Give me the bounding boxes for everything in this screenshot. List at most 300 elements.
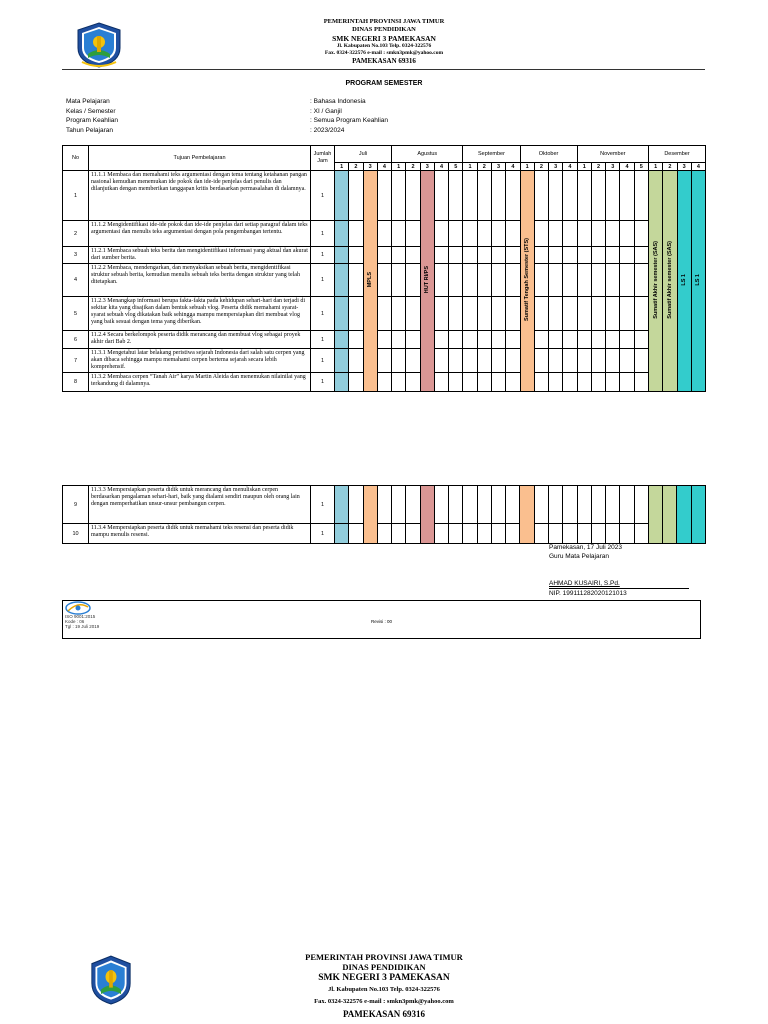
week-number: 1 [335,163,349,171]
week-cell [449,171,463,221]
row-tujuan-pembelajaran: 11.2.1 Membaca sebuah teks berita dan mengidentifikasi informasi yang aktual dan akurat dari sumber berita. [89,247,311,264]
week-cell [349,486,363,524]
week-cell [577,524,591,544]
week-cell [606,264,620,297]
info-labels [66,97,118,135]
week-cell [577,373,591,392]
week-cell [477,373,491,392]
week-cell [506,349,520,373]
week-cell [506,297,520,331]
table-row [63,524,706,544]
week-cell [606,331,620,349]
week-cell [591,247,605,264]
week-cell [463,171,477,221]
table-row [63,171,706,221]
info-label: Mata Pelajaran [66,98,110,105]
week-cell [349,373,363,392]
week-cell [506,331,520,349]
week-cell [506,524,520,544]
week-cell [534,247,548,264]
week-cell [335,247,349,264]
week-cell [406,331,420,349]
event-label-ls2: LS 1 [695,274,702,286]
signature-name: AHMAD KUSAIRI, S.Pd. [549,579,689,589]
row-jumlah-jam: 1 [311,331,335,349]
week-cell [463,297,477,331]
week-cell [463,331,477,349]
month-header: Oktober [520,146,577,163]
event-label-sas2: Sumatif Akhir semester (SAS) [666,241,673,319]
week-cell [691,486,705,544]
week-cell [377,349,391,373]
week-cell [377,247,391,264]
week-cell [335,264,349,297]
week-cell [620,221,634,247]
week-cell [549,349,563,373]
week-cell [563,373,577,392]
week-cell [335,486,349,524]
row-jumlah-jam: 1 [311,486,335,524]
week-cell [449,247,463,264]
week-cell [449,331,463,349]
week-cell [434,247,448,264]
week-cell [491,486,505,524]
row-tujuan-pembelajaran: 11.3.2 Membaca cerpen “Tanah Air” karya Martin Aleida dan menemukan nilainilai yang terkandung di dalamnya. [89,373,311,392]
row-jumlah-jam: 1 [311,171,335,221]
week-cell [392,349,406,373]
week-cell [634,331,648,349]
doc-title: PROGRAM SEMESTER [345,80,423,87]
month-header: September [463,146,520,163]
table-row [63,221,706,247]
week-cell [406,373,420,392]
week-cell [634,297,648,331]
week-cell [534,486,548,524]
week-cell [563,349,577,373]
week-cell [634,221,648,247]
week-cell [634,264,648,297]
signature-block [549,543,689,598]
week-number: 1 [520,163,534,171]
week-number: 3 [491,163,505,171]
table-row [63,331,706,349]
week-cell [606,373,620,392]
week-cell [534,349,548,373]
week-cell [449,297,463,331]
week-cell [392,247,406,264]
week-cell [620,297,634,331]
week-cell [620,331,634,349]
row-no: 5 [63,297,89,331]
week-cell [477,221,491,247]
week-cell [335,221,349,247]
program-semester-table [62,145,706,392]
week-cell [335,171,349,221]
week-cell [634,486,648,524]
signature-nip: NIP. 199111282020121013 [549,590,627,597]
week-cell [406,264,420,297]
info-label: Program Keahlian [66,117,119,124]
week-cell [434,524,448,544]
month-header: November [577,146,648,163]
week-number: 1 [463,163,477,171]
week-cell [349,524,363,544]
week-cell [506,264,520,297]
week-cell [549,221,563,247]
info-label: Kelas / Semester [66,107,116,115]
footer-header-line-1: PEMERINTAH PROVINSI JAWA TIMUR [305,952,463,962]
week-cell [491,524,505,544]
week-cell [463,349,477,373]
week-number: 1 [577,163,591,171]
week-cell [563,247,577,264]
week-cell [406,297,420,331]
week-cell [606,349,620,373]
table-row [63,264,706,297]
week-cell [534,264,548,297]
week-cell [377,373,391,392]
week-cell [406,349,420,373]
week-cell [549,331,563,349]
header-line-5: Fax. 0324-322576 e-mail : smkn3pmk@yahoo.com [324,50,444,56]
week-number: 2 [406,163,420,171]
week-cell [563,264,577,297]
iso-label: ISO 9001:2015 [65,614,96,619]
row-tujuan-pembelajaran: 11.1.1 Membaca dan memahami teks argumentasi dengan tema tentang ketahanan pangan nasional kemudian menemukan ide pokok dan ide-ide penjelas dari penulis dan dilanjutkan dengan memberikan tanggapan kritis berdasarkan permasalahan di dalamnya. [89,171,311,221]
week-cell [377,524,391,544]
week-cell [648,486,662,544]
info-value: : 2023/2024 [310,126,345,134]
week-cell [477,247,491,264]
week-cell [406,247,420,264]
week-cell [434,486,448,524]
week-cell [548,486,562,524]
row-jumlah-jam: 1 [311,349,335,373]
row-no: 10 [63,524,89,544]
info-values [310,97,388,135]
week-cell [420,171,434,392]
row-no: 9 [63,486,89,524]
week-cell [463,264,477,297]
revisi-label: Revisi : 00 [371,619,393,624]
footer-header-line-2: DINAS PENDIDIKAN [342,962,426,972]
week-cell [335,349,349,373]
week-cell [477,297,491,331]
row-tujuan-pembelajaran: 11.2.2 Membaca, mendengarkan, dan menyaksikan sebuah berita, mengidentifikasi struktur sebuah berita, kemudian menulis sebuah teks berita dengan struktur yang telah ditetapkan. [89,264,311,297]
week-cell [534,373,548,392]
week-number: 2 [349,163,363,171]
week-cell [634,524,648,544]
week-cell [449,264,463,297]
week-cell [606,486,620,524]
week-number: 3 [420,163,434,171]
tgl-value: : 19 Juli 2019 [72,624,100,629]
week-cell [477,264,491,297]
week-cell [377,264,391,297]
week-cell [406,221,420,247]
week-cell [392,264,406,297]
week-cell [549,297,563,331]
week-cell [463,221,477,247]
week-cell [606,524,620,544]
week-cell [335,524,349,544]
week-cell [691,171,705,392]
table-row [63,486,706,524]
week-cell [620,524,634,544]
week-cell [506,247,520,264]
week-cell [477,486,491,524]
week-cell [392,486,406,524]
week-number: 4 [563,163,577,171]
week-cell [591,221,605,247]
week-cell [634,373,648,392]
week-cell [606,171,620,221]
week-cell [606,221,620,247]
week-cell [549,373,563,392]
week-cell [506,221,520,247]
week-cell [463,247,477,264]
event-label-sts: Sumatif Tengah Semester (STS) [524,238,531,322]
month-header: Agustus [392,146,463,163]
col-jj-header: Jumlah Jam [311,146,335,171]
week-cell [620,264,634,297]
week-number: 5 [449,163,463,171]
week-cell [563,171,577,221]
week-number: 2 [477,163,491,171]
week-cell [363,486,377,544]
table-row [63,247,706,264]
week-cell [449,486,463,524]
week-cell [577,171,591,221]
week-cell [392,373,406,392]
week-cell [463,373,477,392]
week-cell [477,349,491,373]
week-cell [434,171,448,221]
week-cell [491,264,505,297]
week-cell [534,221,548,247]
week-cell [392,171,406,221]
header-line-6: PAMEKASAN 69316 [352,57,416,65]
week-cell [563,524,577,544]
week-cell [591,349,605,373]
week-cell [577,486,591,524]
week-number: 4 [691,163,705,171]
week-cell [477,171,491,221]
signature-place-date: Pamekasan, 17 Juli 2023 [549,544,622,551]
footer-header-line-6: PAMEKASAN 69316 [342,1009,426,1019]
table-row [63,373,706,392]
week-cell [591,373,605,392]
table-row [63,349,706,373]
footer-header-line-5: Fax. 0324-322576 e-mail : smkn3pmk@yahoo.com [314,998,454,1005]
info-label: Tahun Pelajaran [66,126,113,134]
header-line-4: Jl. Kabupaten No.103 Telp. 0324-322576 [336,43,432,49]
week-cell [449,373,463,392]
row-no: 3 [63,247,89,264]
week-cell [677,171,691,392]
week-cell [563,331,577,349]
row-jumlah-jam: 1 [311,264,335,297]
month-header: Desember [648,146,705,163]
week-cell [392,331,406,349]
week-number: 5 [634,163,648,171]
week-cell [620,486,634,524]
tgl-label: Tgl [65,624,72,629]
row-jumlah-jam: 1 [311,373,335,392]
row-tujuan-pembelajaran: 11.1.2 Mengidentifikasi ide-ide pokok dan ide-ide penjelas dari setiap paragraf dalam teks argumentasi dan menulis teks argumentasi dengan pola pengembangan tertentu. [89,221,311,247]
week-cell [520,486,534,544]
week-cell [591,264,605,297]
week-cell [434,264,448,297]
week-cell [591,331,605,349]
week-cell [477,331,491,349]
week-cell [534,331,548,349]
week-cell [534,297,548,331]
info-value: : XI / Ganjil [310,107,342,115]
week-cell [349,331,363,349]
week-number: 2 [591,163,605,171]
week-cell [620,373,634,392]
week-cell [449,221,463,247]
header-line-2: DINAS PENDIDIKAN [352,26,416,33]
week-cell [591,297,605,331]
row-tujuan-pembelajaran: 11.3.3 Mempersiapkan peserta didik untuk merancang dan menuliskan cerpen berdasarkan pengalaman sehari-hari, baik yang dialami sendiri maupun oleh orang lain dengan memperhatikan unsur-unsur pembangun cerpen. [89,486,311,524]
week-cell [463,486,477,524]
footer-header-line-3: SMK NEGERI 3 PAMEKASAN [318,973,450,983]
week-cell [577,297,591,331]
week-cell [392,297,406,331]
week-cell [434,297,448,331]
week-cell [620,171,634,221]
week-cell [406,524,420,544]
row-tujuan-pembelajaran: 11.2.3 Menangkap informasi berupa fakta-fakta pada kehidupan sehari-hari dan terjadi di sekitar kita yang disajikan dalam bentuk sebuah vlog. Peserta didik memahami syarat-syarat sebuah vlog dikatakan baik sehingga mampu mempersiapkan diri membuat vlog yang baik sesuai dengan tema yang diberikan. [89,297,311,331]
week-cell [663,171,677,392]
col-no-header: No [63,146,89,171]
week-number: 3 [677,163,691,171]
header-line-1: PEMERINTAH PROVINSI JAWA TIMUR [323,18,445,25]
week-cell [377,486,391,524]
week-cell [534,171,548,221]
week-cell [577,247,591,264]
week-number: 4 [620,163,634,171]
week-number: 2 [534,163,548,171]
week-cell [377,221,391,247]
week-cell [449,524,463,544]
week-number: 3 [363,163,377,171]
week-cell [591,524,605,544]
week-number: 4 [377,163,391,171]
event-label-mpls: MPLS [367,272,374,288]
program-semester-table-continued [62,485,706,544]
week-cell [406,171,420,221]
week-number: 4 [434,163,448,171]
week-number: 3 [549,163,563,171]
week-cell [434,331,448,349]
week-cell [577,349,591,373]
week-cell [491,171,505,221]
row-jumlah-jam: 1 [311,524,335,544]
week-cell [549,264,563,297]
row-tujuan-pembelajaran: 11.3.4 Mempersiapkan peserta didik untuk memahami teks resensi dan peserta didik mampu menulis resensi. [89,524,311,544]
week-cell [548,524,562,544]
week-cell [634,171,648,221]
signature-role: Guru Mata Pelajaran [549,553,609,560]
week-cell [477,524,491,544]
event-label-sas1: Sumatif Akhir semester (SAS) [652,241,659,319]
event-label-hut: HUT RI/PS [424,266,431,294]
week-cell [392,524,406,544]
week-number: 1 [392,163,406,171]
week-cell [349,297,363,331]
week-cell [606,247,620,264]
event-label-ls1: LS 1 [681,274,688,286]
info-value: : Semua Program Keahlian [310,117,389,124]
week-cell [677,486,691,544]
week-cell [549,247,563,264]
week-cell [577,331,591,349]
week-number: 4 [506,163,520,171]
row-tujuan-pembelajaran: 11.2.4 Secara berkelompok peserta didik merancang dan membuat vlog sebagai proyek akhir dari Bab 2. [89,331,311,349]
week-cell [577,264,591,297]
week-number: 1 [648,163,662,171]
row-no: 6 [63,331,89,349]
table-row [63,297,706,331]
week-cell [634,247,648,264]
week-cell [463,524,477,544]
week-cell [349,247,363,264]
header-divider [62,69,705,70]
week-cell [363,171,377,392]
row-tujuan-pembelajaran: 11.3.1 Mengetahui latar belakang peristiwa sejarah Indonesia dari salah satu cerpen yang akan dibaca sehingga mampu memahami cerpen bertema sejarah secara lebih komprehensif. [89,349,311,373]
week-cell [349,264,363,297]
week-cell [335,331,349,349]
week-cell [335,297,349,331]
week-cell [534,524,548,544]
week-cell [491,247,505,264]
row-jumlah-jam: 1 [311,247,335,264]
week-cell [648,171,662,392]
week-cell [349,221,363,247]
week-cell [392,221,406,247]
week-cell [491,297,505,331]
week-cell [591,486,605,524]
kode-value: : 06 [76,619,85,624]
document-footer [62,600,701,639]
week-cell [563,297,577,331]
week-cell [606,297,620,331]
week-cell [335,373,349,392]
week-cell [491,221,505,247]
week-cell [620,247,634,264]
week-cell [577,221,591,247]
week-cell [349,171,363,221]
week-cell [377,171,391,221]
week-cell [434,221,448,247]
week-cell [420,486,434,544]
week-cell [377,297,391,331]
week-cell [491,349,505,373]
week-cell [349,349,363,373]
row-no: 4 [63,264,89,297]
week-number: 3 [606,163,620,171]
week-cell [506,171,520,221]
month-header: Juli [335,146,392,163]
week-cell [406,486,420,524]
week-cell [434,349,448,373]
week-cell [506,486,520,524]
week-cell [434,373,448,392]
week-cell [506,373,520,392]
